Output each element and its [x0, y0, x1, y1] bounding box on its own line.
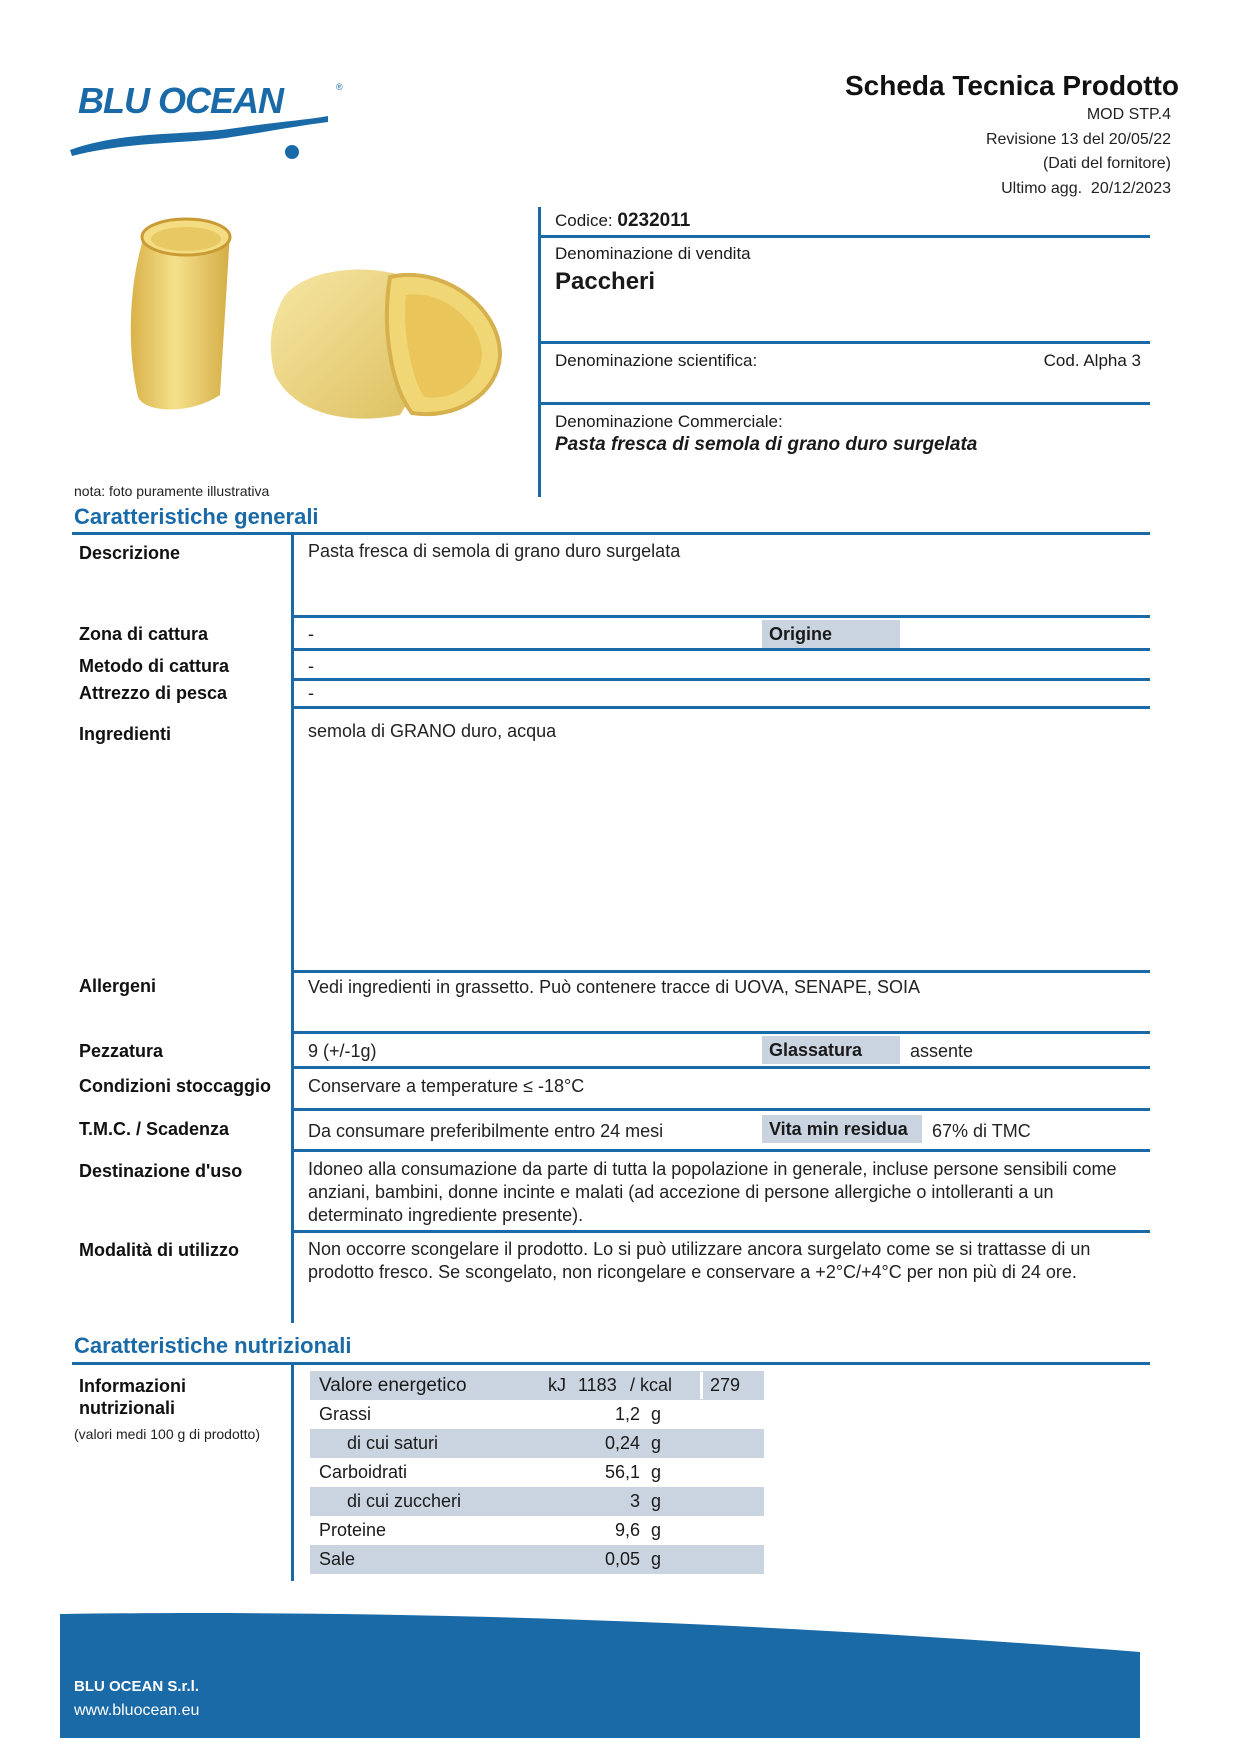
nutrient-name: Carboidrati — [319, 1462, 408, 1482]
last-update-label: Ultimo agg. — [1001, 180, 1083, 197]
min-shelf-life-label: Vita min residua — [762, 1115, 922, 1143]
last-update — [1001, 180, 1171, 198]
brand-logo — [66, 80, 356, 162]
logo-text: BLU OCEAN — [78, 80, 283, 121]
intended-use-value: Idoneo alla consumazione da parte di tutta la popolazione in generale, incluse persone sensibili come anziani, bambini, donne incinte e malati (ad accezione di persone allergiche o intolleranti a un determinato ingrediente presente). — [308, 1159, 1117, 1225]
table-row — [310, 1516, 764, 1545]
energy-label: Valore energetico — [319, 1375, 467, 1396]
allergens-label: Allergeni — [79, 976, 157, 996]
row-divider — [293, 648, 1150, 651]
code-row — [555, 210, 690, 232]
section-title-general: Caratteristiche generali — [74, 504, 319, 529]
nutrient-name: Sale — [319, 1549, 356, 1569]
glazing-value: assente — [910, 1041, 974, 1061]
row-divider — [293, 1149, 1150, 1152]
supplier-note: (Dati del fornitore) — [1042, 155, 1171, 172]
catch-method-value: - — [308, 656, 314, 676]
nutrient-name: Proteine — [319, 1520, 387, 1540]
nutrient-value: 56,1 — [604, 1462, 640, 1482]
nutrient-unit: g — [651, 1404, 662, 1424]
mod-code: MOD STP.4 — [1086, 106, 1171, 123]
kj-label: kJ — [548, 1375, 566, 1395]
commercial-name: Pasta fresca di semola di grano duro surgelata — [555, 434, 978, 455]
nutrition-info-label-2: nutrizionali — [79, 1398, 175, 1418]
row-divider — [293, 1066, 1150, 1069]
row-divider — [293, 1230, 1150, 1233]
kj-value: 1183 — [578, 1375, 617, 1395]
nutrient-value: 0,05 — [604, 1549, 640, 1569]
kcal-label: / kcal — [630, 1375, 673, 1395]
product-photo — [120, 215, 520, 455]
size-label: Pezzatura — [79, 1041, 164, 1061]
usage-value: Non occorre scongelare il prodotto. Lo si può utilizzare ancora surgelato come se si trattasse di un prodotto fresco. Se scongelato, non ricongelare e conservare a +2°C/+4°C per non più di 24 ore. — [308, 1239, 1091, 1282]
row-divider — [293, 678, 1150, 681]
revision: Revisione 13 del 20/05/22 — [985, 131, 1171, 148]
fishing-gear-value: - — [308, 683, 314, 703]
footer-band — [60, 1608, 1140, 1738]
table-vertical-divider — [291, 535, 294, 1323]
divider — [540, 341, 1150, 344]
nutrient-unit: g — [651, 1433, 662, 1453]
storage-value: Conservare a temperature ≤ -18°C — [308, 1076, 585, 1096]
usage-label: Modalità di utilizzo — [79, 1240, 239, 1260]
table-row — [310, 1458, 764, 1487]
code-label: Codice: — [555, 211, 613, 230]
fishing-gear-label: Attrezzo di pesca — [79, 683, 228, 703]
product-code: 0232011 — [617, 210, 691, 231]
allergens-value: Vedi ingredienti in grassetto. Può contenere tracce di UOVA, SENAPE, SOIA — [308, 977, 920, 997]
min-shelf-life-value: 67% di TMC — [932, 1121, 1031, 1141]
section-underline — [72, 532, 1150, 535]
energy-row — [310, 1371, 764, 1400]
nutrient-name: di cui zuccheri — [347, 1491, 462, 1511]
divider — [540, 235, 1150, 238]
expiry-value: Da consumare preferibilmente entro 24 mesi — [308, 1121, 664, 1141]
nutrition-info-label-1: Informazioni — [79, 1376, 186, 1396]
nutrient-unit: g — [651, 1549, 662, 1569]
row-divider — [293, 1108, 1150, 1111]
glazing-label: Glassatura — [762, 1036, 900, 1064]
info-box-left-border — [538, 207, 541, 497]
catch-zone-value: - — [308, 624, 314, 644]
ingredients-label: Ingredienti — [79, 724, 172, 744]
nutrient-value: 9,6 — [614, 1520, 640, 1540]
expiry-label: T.M.C. / Scadenza — [79, 1119, 230, 1139]
row-divider — [293, 970, 1150, 973]
intended-use-label: Destinazione d'uso — [79, 1161, 243, 1181]
kcal-value: 279 — [710, 1375, 741, 1395]
alpha-code-label: Cod. Alpha 3 — [1043, 351, 1141, 370]
last-update-date: 20/12/2023 — [1090, 180, 1171, 197]
nutrition-info-note: (valori medi 100 g di prodotto) — [74, 1426, 260, 1442]
divider — [540, 402, 1150, 405]
cell-separator — [700, 1372, 703, 1399]
row-divider — [293, 1031, 1150, 1034]
section-title-nutrition: Caratteristiche nutrizionali — [74, 1333, 352, 1358]
table-row — [310, 1400, 764, 1429]
nutrient-value: 1,2 — [614, 1404, 640, 1424]
storage-label: Condizioni stoccaggio — [79, 1076, 271, 1096]
description-value: Pasta fresca di semola di grano duro surgelata — [308, 541, 681, 561]
description-label: Descrizione — [79, 543, 181, 563]
row-divider — [293, 615, 1150, 618]
document-title: Scheda Tecnica Prodotto — [845, 70, 1179, 101]
product-name: Paccheri — [555, 268, 656, 295]
nutrient-value: 0,24 — [604, 1433, 640, 1453]
nutrient-value: 3 — [629, 1491, 640, 1511]
section-underline — [72, 1362, 1150, 1365]
row-divider — [293, 706, 1150, 709]
ingredients-value: semola di GRANO duro, acqua — [308, 721, 557, 741]
table-row — [310, 1429, 764, 1458]
table-row — [310, 1487, 764, 1516]
origin-label: Origine — [762, 620, 900, 648]
commercial-name-label: Denominazione Commerciale: — [555, 412, 783, 431]
footer-company: BLU OCEAN S.r.l. — [74, 1678, 200, 1695]
table-vertical-divider — [291, 1365, 294, 1581]
nutrient-name: di cui saturi — [347, 1433, 439, 1453]
catch-zone-label: Zona di cattura — [79, 624, 209, 644]
nutrient-unit: g — [651, 1520, 662, 1540]
scientific-name-label: Denominazione scientifica: — [555, 351, 758, 370]
nutrient-unit: g — [651, 1491, 662, 1511]
size-value: 9 (+/-1g) — [308, 1041, 377, 1061]
nutrient-name: Grassi — [319, 1404, 372, 1424]
registered-mark: ® — [336, 82, 343, 92]
sales-name-label: Denominazione di vendita — [555, 244, 751, 263]
footer-website[interactable]: www.bluocean.eu — [74, 1702, 200, 1719]
photo-note: nota: foto puramente illustrativa — [74, 483, 270, 499]
catch-method-label: Metodo di cattura — [79, 656, 230, 676]
table-row — [310, 1545, 764, 1574]
nutrient-unit: g — [651, 1462, 662, 1482]
